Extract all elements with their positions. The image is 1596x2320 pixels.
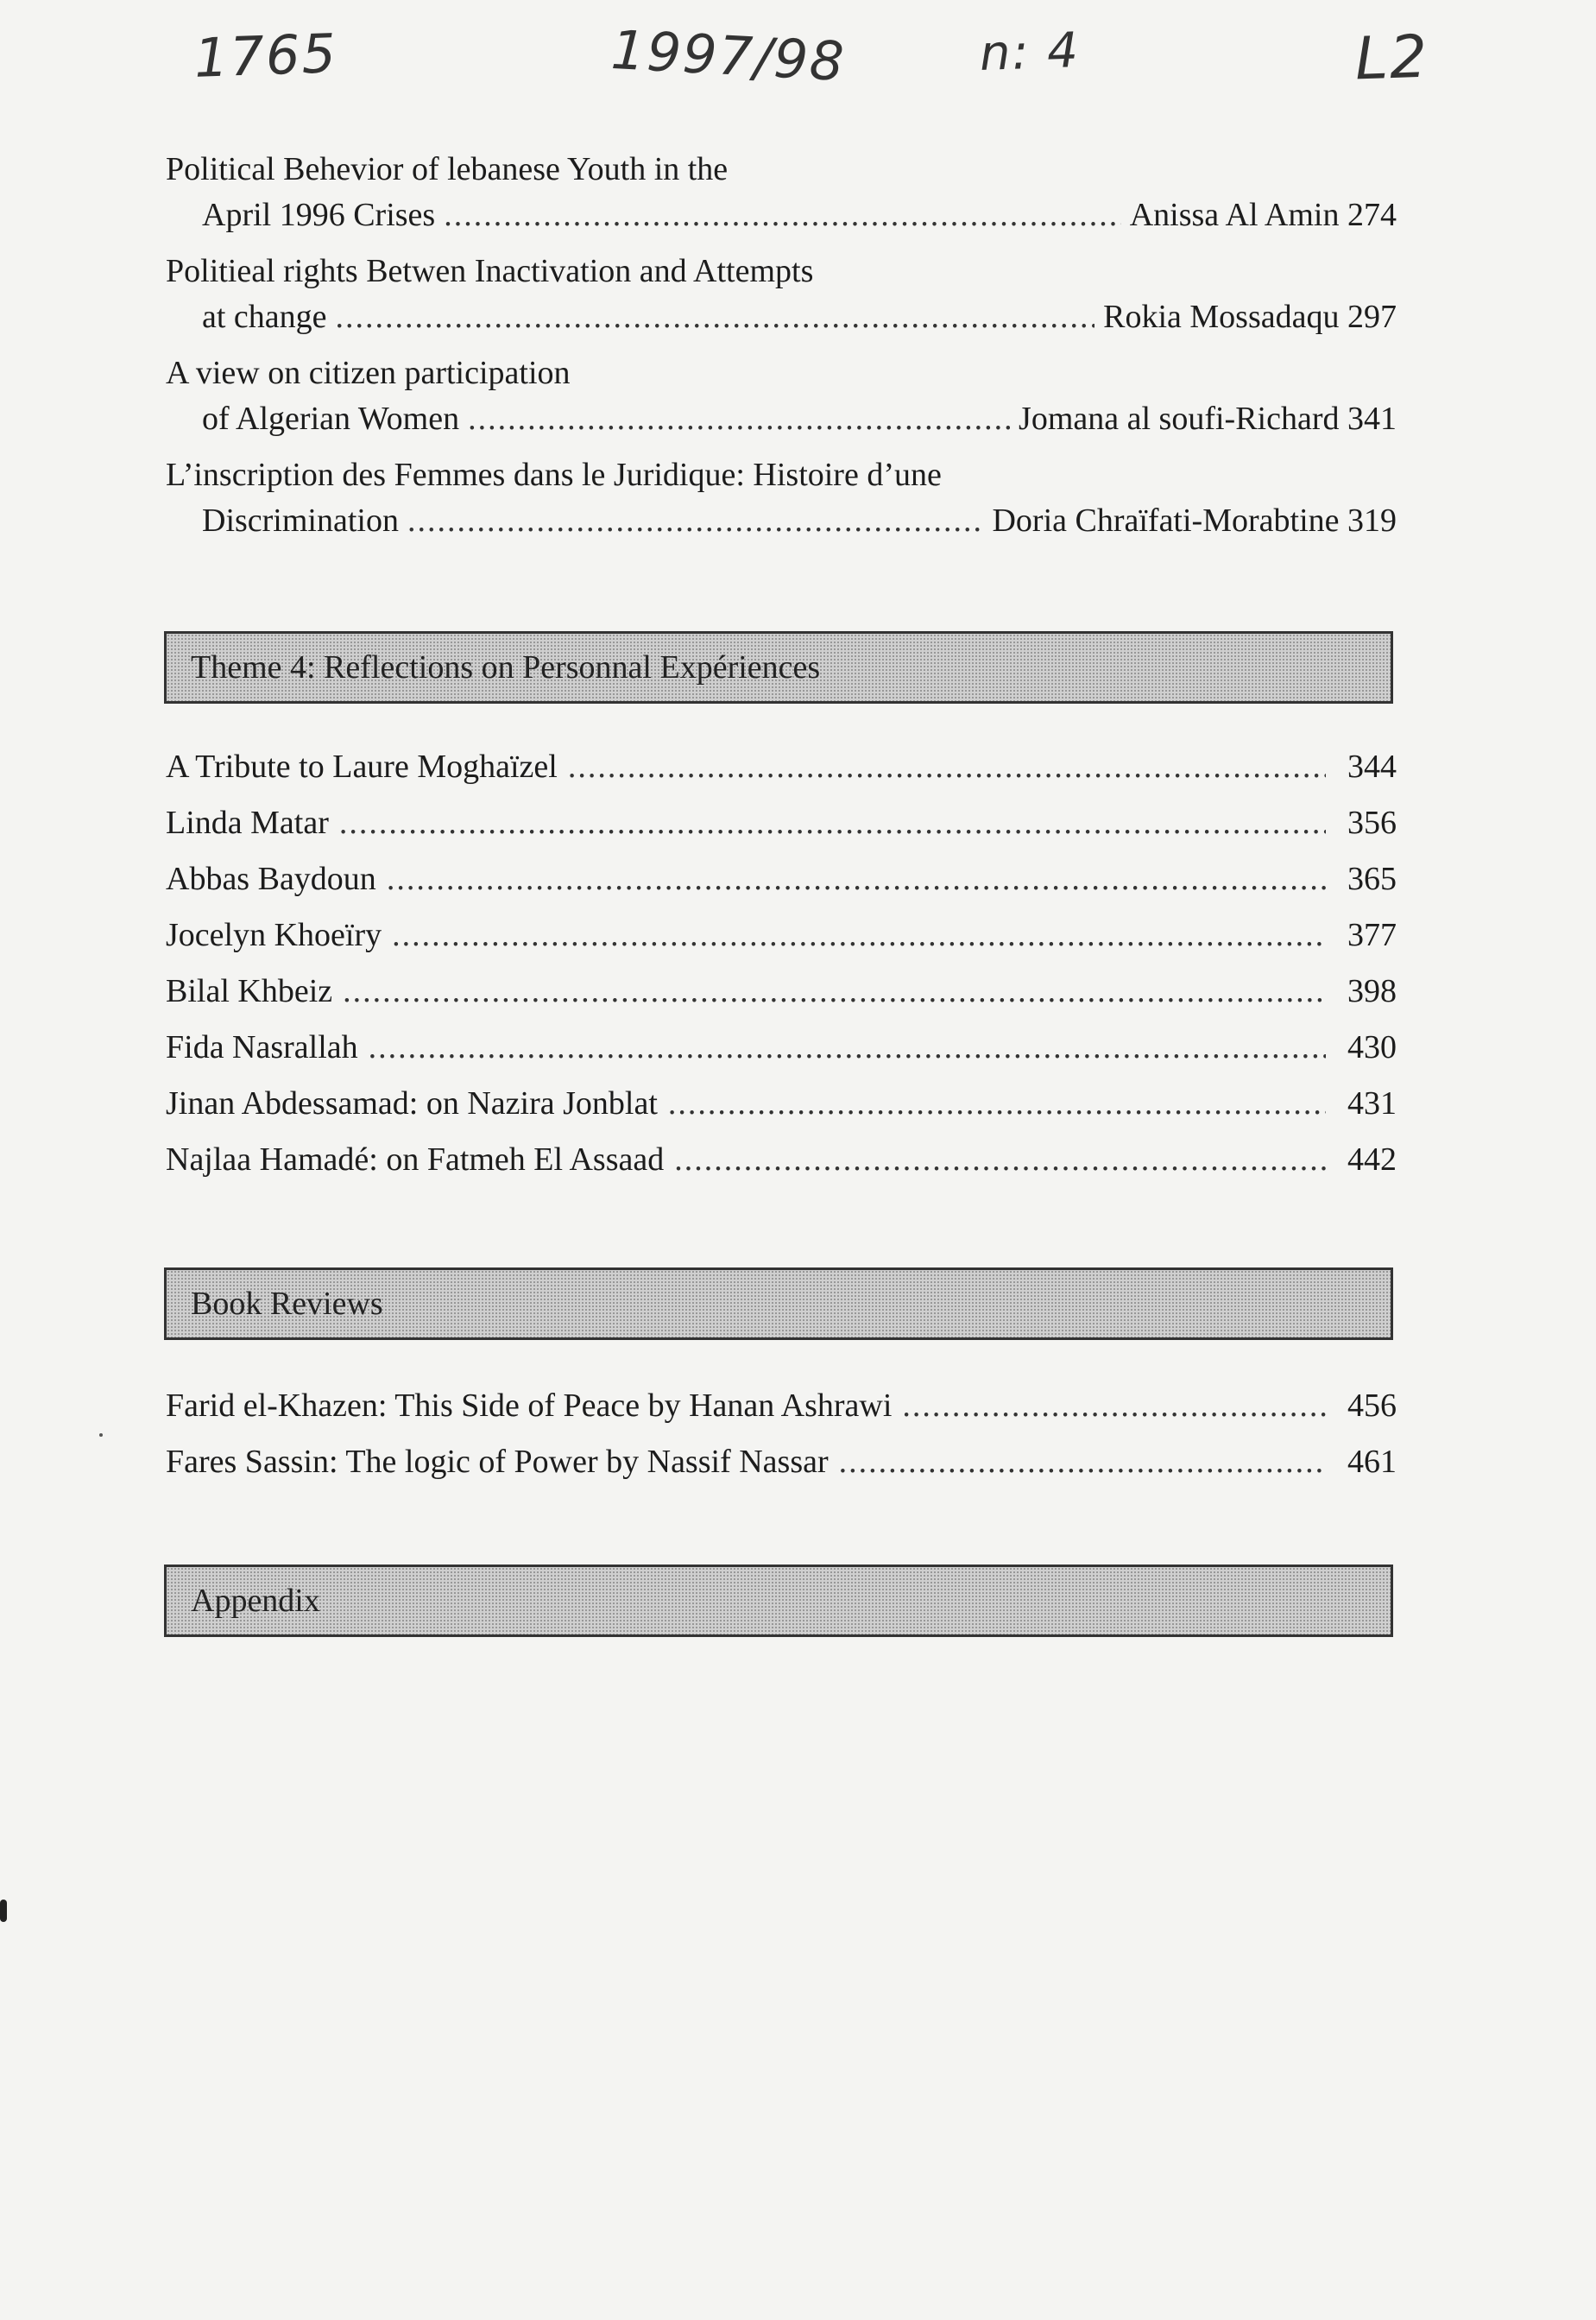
toc-row	[166, 1076, 1397, 1132]
toc-page-number: 356	[1347, 805, 1397, 841]
article-entry	[166, 249, 1397, 351]
toc-row	[166, 1132, 1397, 1188]
scan-margin-mark	[0, 1900, 7, 1922]
dot-leader	[387, 851, 1326, 907]
toc-page-number: 456	[1347, 1388, 1397, 1424]
toc-entry-name: Linda Matar	[166, 805, 329, 841]
toc-entry-name: Najlaa Hamadé: on Fatmeh El Assaad	[166, 1141, 665, 1178]
article-entry	[166, 147, 1397, 249]
toc-page-number: 398	[1347, 973, 1397, 1009]
toc-row	[166, 795, 1397, 851]
article-author-page: Doria Chraïfati-Morabtine 319	[992, 503, 1397, 539]
article-title: Politieal rights Betwen Inactivation and Attempts	[166, 253, 814, 289]
toc-page-number: 430	[1347, 1029, 1397, 1065]
article-author-page: Anissa Al Amin 274	[1129, 197, 1397, 233]
toc-page-number: 461	[1347, 1444, 1397, 1480]
article-title: A view on citizen participation	[166, 355, 571, 391]
toc-entry-name: Farid el-Khazen: This Side of Peace by Hanan Ashrawi	[166, 1388, 893, 1424]
dot-leader	[674, 1132, 1326, 1188]
article-title-cont: April 1996 Crises	[202, 197, 436, 233]
toc-page-number: 442	[1347, 1141, 1397, 1178]
toc-entry-name: Jocelyn Khoeïry	[166, 917, 382, 953]
toc-entry-name: Fida Nasrallah	[166, 1029, 358, 1065]
toc-entry-name: Jinan Abdessamad: on Nazira Jonblat	[166, 1085, 658, 1122]
article-author-page: Jomana al soufi-Richard 341	[1019, 401, 1397, 437]
book-reviews-heading-box	[164, 1267, 1393, 1340]
article-entry	[166, 452, 1397, 554]
toc-row	[166, 851, 1397, 907]
toc-entry-name: Abbas Baydoun	[166, 861, 376, 897]
toc-page-number: 344	[1347, 749, 1397, 785]
toc-row	[166, 907, 1397, 964]
toc-page-number: 365	[1347, 861, 1397, 897]
theme4-heading-box	[164, 631, 1393, 704]
dot-leader	[902, 1378, 1326, 1434]
dot-leader	[839, 1434, 1326, 1490]
scan-speck	[99, 1433, 103, 1437]
article-entry	[166, 351, 1397, 452]
toc-row	[166, 739, 1397, 795]
dot-leader	[668, 1076, 1326, 1132]
appendix-heading-box	[164, 1565, 1393, 1637]
article-author-page: Rokia Mossadaqu 297	[1103, 299, 1397, 335]
dot-leader	[392, 907, 1326, 964]
theme4-list	[166, 739, 1397, 1188]
handwritten-ref-number: 1765	[192, 22, 339, 90]
dot-leader	[568, 739, 1326, 795]
theme4-heading: Theme 4: Reflections on Personnal Expériences	[191, 649, 821, 686]
handwritten-issue: n: 4	[978, 22, 1081, 83]
dot-leader	[336, 294, 1095, 340]
article-title-cont: of Algerian Women	[202, 401, 460, 437]
appendix-heading: Appendix	[191, 1583, 320, 1619]
article-title: L’inscription des Femmes dans le Juridique: Histoire d’une	[166, 457, 942, 493]
toc-entry-name: Fares Sassin: The logic of Power by Nassif Nassar	[166, 1444, 829, 1480]
toc-entry-name: A Tribute to Laure Moghaïzel	[166, 749, 558, 785]
articles-list	[166, 147, 1397, 554]
handwritten-year: 1997/98	[609, 17, 848, 94]
dot-leader	[444, 193, 1120, 238]
article-title-cont: Discrimination	[202, 503, 399, 539]
toc-row	[166, 1434, 1397, 1490]
dot-leader	[339, 795, 1326, 851]
toc-row	[166, 1378, 1397, 1434]
toc-page-number: 377	[1347, 917, 1397, 953]
dot-leader	[343, 964, 1326, 1020]
dot-leader	[468, 396, 1010, 442]
handwritten-code: L2	[1353, 22, 1430, 94]
toc-row	[166, 964, 1397, 1020]
toc-row	[166, 1020, 1397, 1076]
toc-entry-name: Bilal Khbeiz	[166, 973, 333, 1009]
book-reviews-heading: Book Reviews	[191, 1286, 383, 1322]
book-reviews-list	[166, 1378, 1397, 1490]
toc-page-number: 431	[1347, 1085, 1397, 1122]
article-title-cont: at change	[202, 299, 327, 335]
dot-leader	[369, 1020, 1326, 1076]
article-title: Political Behevior of lebanese Youth in the	[166, 151, 729, 187]
dot-leader	[407, 498, 984, 544]
